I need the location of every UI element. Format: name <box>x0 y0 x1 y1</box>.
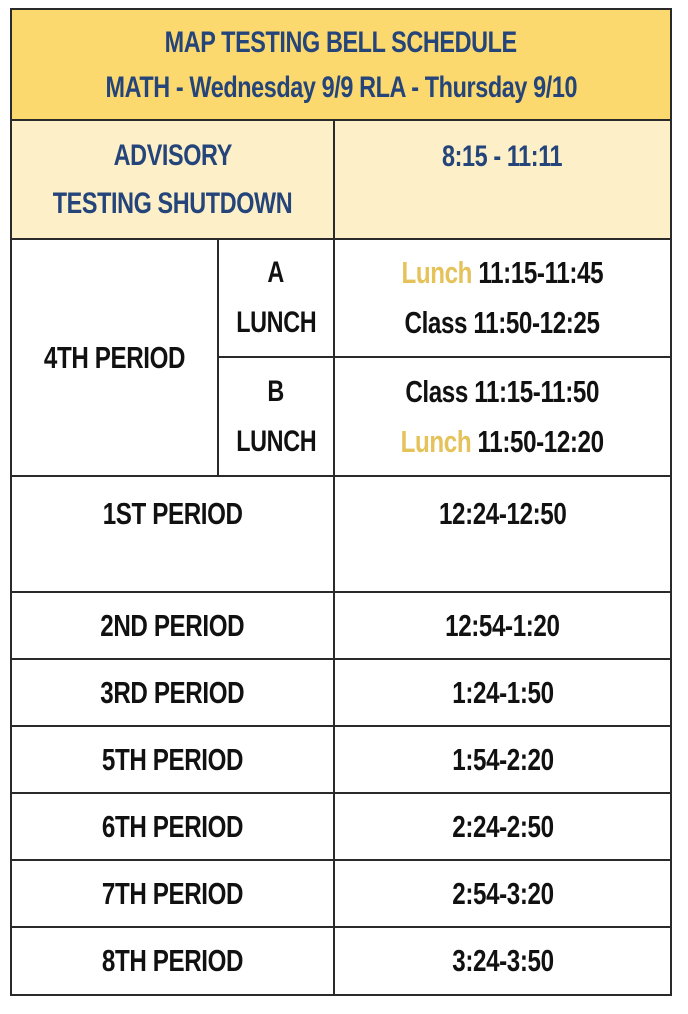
period-row-2-label-cell <box>12 593 333 658</box>
period-row-4-label-cell <box>12 727 333 792</box>
period-label: 8TH PERIOD <box>101 943 244 979</box>
b-lunch-letter: B <box>267 374 285 408</box>
advisory-time-cell <box>335 121 670 238</box>
divider <box>12 926 670 928</box>
bell-schedule-table <box>10 8 672 996</box>
period-time: 2:54-3:20 <box>451 875 554 911</box>
a-lunch-times-cell <box>335 240 670 356</box>
a-lunch-row-1-word: Lunch <box>401 255 473 290</box>
period-row-5-label-cell <box>12 794 333 859</box>
period-time: 3:24-3:50 <box>451 943 554 979</box>
a-lunch-row-2-time: 11:50-12:25 <box>473 305 601 340</box>
schedule-title-cell <box>12 10 670 119</box>
b-lunch-row-2 <box>401 417 604 467</box>
b-lunch-row-2-time: 11:50-12:20 <box>477 423 605 459</box>
b-lunch-label-cell <box>219 358 333 475</box>
advisory-time: 8:15 - 11:11 <box>442 140 563 173</box>
period-row-1-time-cell <box>335 477 670 591</box>
period-time: 12:54-1:20 <box>445 607 560 643</box>
divider <box>12 119 670 121</box>
divider <box>12 238 670 240</box>
period-time: 2:24-2:50 <box>451 808 554 844</box>
a-lunch-label-cell <box>219 240 333 356</box>
fourth-period-label-cell <box>12 240 217 475</box>
b-lunch-word: LUNCH <box>236 424 316 458</box>
divider <box>12 591 670 593</box>
period-label: 3RD PERIOD <box>100 674 245 710</box>
period-label: 1ST PERIOD <box>102 496 243 531</box>
divider <box>12 658 670 660</box>
period-row-6-label-cell <box>12 861 333 926</box>
period-time: 12:24-12:50 <box>438 496 567 531</box>
period-row-3-label-cell <box>12 660 333 725</box>
a-lunch-row-1 <box>402 248 604 298</box>
period-row-1-label-cell <box>12 477 333 591</box>
period-row-5-time-cell <box>335 794 670 859</box>
schedule-subtitle: MATH - Wednesday 9/9 RLA - Thursday 9/10 <box>105 70 577 104</box>
b-lunch-row-2-word: Lunch <box>400 423 472 459</box>
fourth-period-label: 4TH PERIOD <box>43 339 186 375</box>
period-label: 5TH PERIOD <box>101 741 244 777</box>
period-label: 2ND PERIOD <box>100 607 245 643</box>
testing-shutdown-label: TESTING SHUTDOWN <box>52 186 293 220</box>
period-row-2-time-cell <box>335 593 670 658</box>
divider <box>12 475 670 477</box>
column-divider <box>217 238 219 475</box>
b-lunch-row-1-word: Class <box>405 373 469 409</box>
b-lunch-times-cell <box>335 358 670 475</box>
period-label: 7TH PERIOD <box>101 875 244 911</box>
advisory-label-cell <box>12 121 333 238</box>
advisory-label: ADVISORY <box>113 138 232 172</box>
period-row-7-time-cell <box>335 928 670 994</box>
a-lunch-row-1-time: 11:15-11:45 <box>478 255 604 290</box>
period-row-6-time-cell <box>335 861 670 926</box>
divider <box>12 859 670 861</box>
divider <box>219 356 670 358</box>
column-divider <box>333 119 335 994</box>
period-row-7-label-cell <box>12 928 333 994</box>
period-time: 1:54-2:20 <box>451 741 554 777</box>
period-time: 1:24-1:50 <box>451 674 554 710</box>
a-lunch-row-2 <box>405 298 600 348</box>
period-label: 6TH PERIOD <box>101 808 244 844</box>
period-row-4-time-cell <box>335 727 670 792</box>
b-lunch-row-1-time: 11:15-11:50 <box>474 373 600 409</box>
period-row-3-time-cell <box>335 660 670 725</box>
b-lunch-row-1 <box>406 367 600 417</box>
a-lunch-word: LUNCH <box>236 306 316 339</box>
divider <box>12 725 670 727</box>
divider <box>12 792 670 794</box>
a-lunch-letter: A <box>267 256 285 289</box>
a-lunch-row-2-word: Class <box>404 305 468 340</box>
schedule-title: MAP TESTING BELL SCHEDULE <box>164 25 518 59</box>
